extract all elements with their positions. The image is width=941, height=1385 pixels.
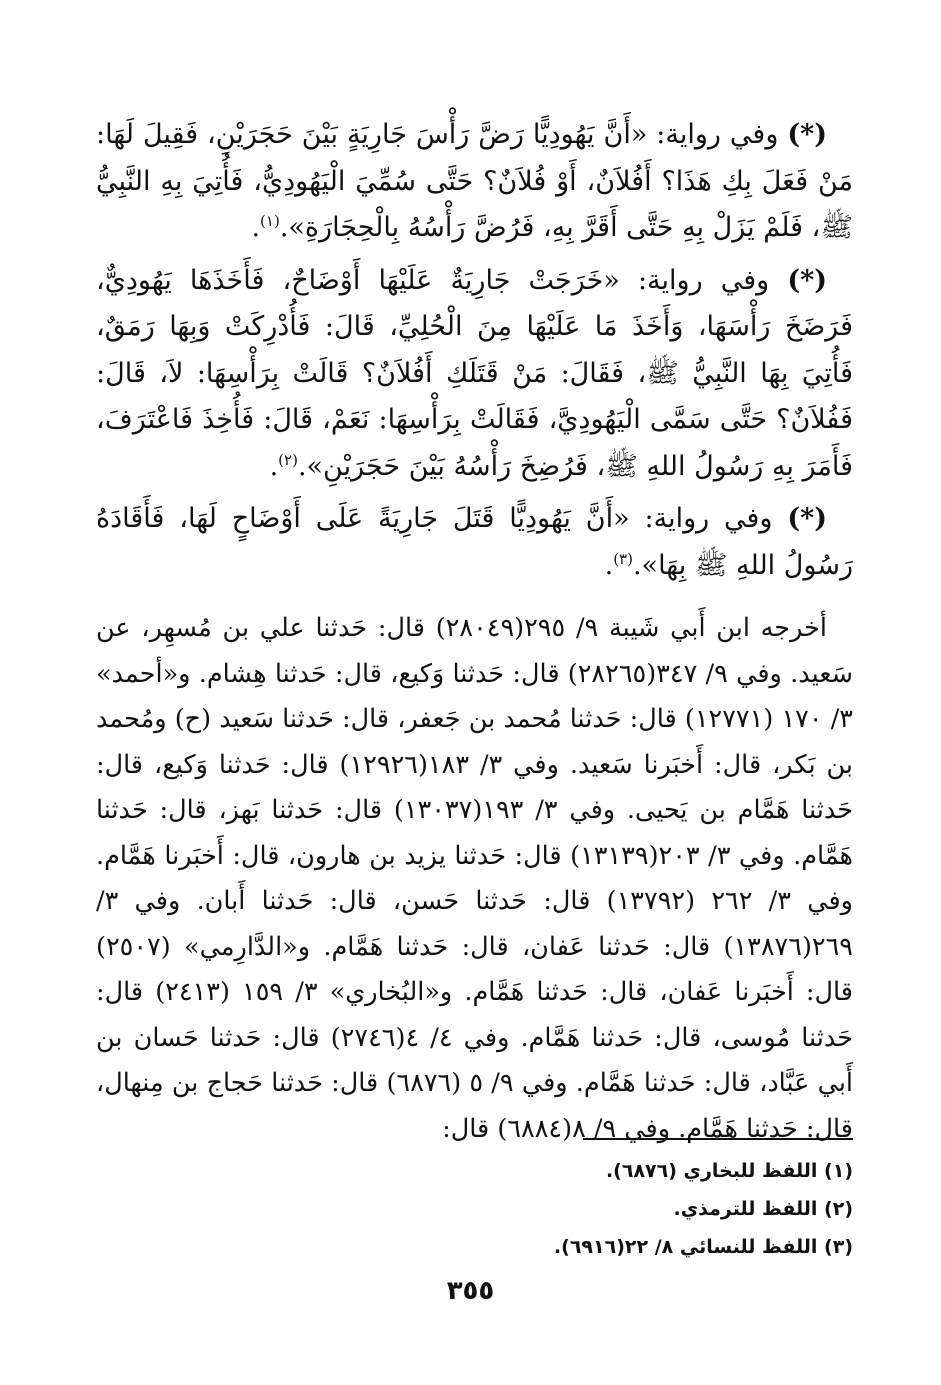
footnote-divider — [583, 1138, 853, 1140]
takhrij-paragraph: أخرجه ابن أَبي شَيبة ٩/ ٢٩٥(٢٨٠٤٩) قال: حَدثنا علي بن مُسهِر، عن سَعيد. وفي ٩/ ٣٤٧(٢٨٢٦٥) قال: حَدثنا وَكيع، قال: حَدثنا هِشام. و«أحمد» ٣/ ١٧٠ (١٢٧٧١) قال: حَدثنا مُحمد بن جَعفر، قال: حَدثنا سَعيد (ح) ومُحمد بن بَكر، قال: أَخبَرنا سَعيد. وفي ٣/ ١٨٣(١٢٩٢٦) قال: حَدثنا وَكيع، قال: حَدثنا هَمَّام بن يَحيى. وفي ٣/ ١٩٣(١٣٠٣٧) قال: حَدثنا بَهز، قال: حَدثنا هَمَّام. وفي ٣/ ٢٠٣(١٣١٣٩) قال: حَدثنا يزيد بن هارون، قال: أَخبَرنا هَمَّام. وفي ٣/ ٢٦٢ (١٣٧٩٢) قال: حَدثنا حَسن، قال: حَدثنا أَبان. وفي ٣/ ٢٦٩(١٣٨٧٦) قال: حَدثنا عَفان، قال: حَدثنا هَمَّام. و«الدَّارِمي» (٢٥٠٧) قال: أَخبَرنا عَفان، قال: حَدثنا هَمَّام. و«البُخاري» ٣/ ١٥٩ (٢٤١٣) قال: حَدثنا مُوسى، قال: حَدثنا هَمَّام. وفي ٤/ ٤(٢٧٤٦) قال: حَدثنا حَسان بن أَبي عَبَّاد، قال: حَدثنا هَمَّام. وفي ٩/ ٥ (٦٨٧٦) قال: حَدثنا حَجاج بن مِنهال، قال: حَدثنا هَمَّام. وفي ٩/ ٨(٦٨٨٤) قال: — [96, 613, 854, 1144]
hadith-paragraph-2: (*) وفي رواية: «خَرَجَتْ جَارِيَةٌ عَلَيْهَا أَوْضَاحٌ، فَأَخَذَهَا يَهُودِيٌّ، فَرَضَخَ رَأْسَهَا، وَأَخَذَ مَا عَلَيْهَا مِنَ الْحُلِيِّ، قَالَ: فَأُدْرِكَتْ وَبِهَا رَمَقٌ، فَأُتِيَ بِهَا النَّبِيُّ ﷺ، فَقَالَ: مَنْ قَتَلَكِ أَفُلاَنٌ؟ قَالَتْ بِرَأْسِهَا: لاَ، قَالَ: فَفُلاَنٌ؟ حَتَّى سَمَّى الْيَهُودِيَّ، فَقَالَتْ بِرَأْسِهَا: نَعَمْ، قَالَ: فَأُخِذَ فَاعْتَرَفَ، فَأَمَرَ بِهِ رَسُولُ اللهِ ﷺ، فَرُضِخَ رَأْسُهُ بَيْنَ حَجَرَيْنِ».$^{(٢)}$. — [96, 264, 853, 482]
footnote-ref-1: (١) — [260, 212, 280, 230]
footnotes — [96, 1152, 853, 1266]
hadith-paragraph-3: (*) وفي رواية: «أَنَّ يَهُودِيًّا قَتَلَ جَارِيَةً عَلَى أَوْضَاحٍ لَهَا، فَأَقَادَهُ رَسُولُ اللهِ ﷺ بِهَا».$^{(٣)}$. — [96, 503, 853, 581]
paragraph-marker: (*) — [787, 503, 827, 534]
footnote-2: (٢) اللفظ للترمذي. — [673, 1198, 853, 1220]
footnote-ref-3: (٣) — [613, 549, 633, 568]
footnote-1: (١) اللفظ للبخاري (٦٨٧٦). — [605, 1160, 853, 1182]
paragraph-marker: (*) — [787, 119, 827, 150]
hadith-text: وفي رواية: «أَنَّ يَهُودِيًّا رَضَّ رَأْسَ جَارِيَةٍ بَيْنَ حَجَرَيْنِ، فَقِيلَ لَهَا: مَنْ فَعَلَ بِكِ هَذَا؟ أَفُلاَنٌ، أَوْ فُلاَنٌ؟ حَتَّى سُمِّيَ الْيَهُودِيُّ، فَأُتِيَ بِهِ النَّبِيُّ ﷺ، فَلَمْ يَزَلْ بِهِ حَتَّى أَقَرَّ بِهِ، فَرُضَّ رَأْسُهُ بِالْحِجَارَةِ». — [96, 119, 853, 243]
hadith-section — [96, 112, 853, 595]
paragraph-marker: (*) — [787, 264, 827, 296]
page-number: ٣٥٥ — [446, 1276, 495, 1306]
hadith-text: وفي رواية: «خَرَجَتْ جَارِيَةٌ عَلَيْهَا أَوْضَاحٌ، فَأَخَذَهَا يَهُودِيٌّ، فَرَضَخَ رَأْسَهَا، وَأَخَذَ مَا عَلَيْهَا مِنَ الْحُلِيِّ، قَالَ: فَأُدْرِكَتْ وَبِهَا رَمَقٌ، فَأُتِيَ بِهَا النَّبِيُّ ﷺ، فَقَالَ: مَنْ قَتَلَكِ أَفُلاَنٌ؟ قَالَتْ بِرَأْسِهَا: لاَ، قَالَ: فَفُلاَنٌ؟ حَتَّى سَمَّى الْيَهُودِيَّ، فَقَالَتْ بِرَأْسِهَا: نَعَمْ، قَالَ: فَأُخِذَ فَاعْتَرَفَ، فَأَمَرَ بِهِ رَسُولُ اللهِ ﷺ، فَرُضِخَ رَأْسُهُ بَيْنَ حَجَرَيْنِ». — [96, 264, 853, 482]
footnote-ref-2: (٢) — [278, 450, 298, 469]
hadith-paragraph-1: (*) وفي رواية: «أَنَّ يَهُودِيًّا رَضَّ رَأْسَ جَارِيَةٍ بَيْنَ حَجَرَيْنِ، فَقِيلَ لَهَا: مَنْ فَعَلَ بِكِ هَذَا؟ أَفُلاَنٌ، أَوْ فُلاَنٌ؟ حَتَّى سُمِّيَ الْيَهُودِيُّ، فَأُتِيَ بِهِ النَّبِيُّ ﷺ، فَلَمْ يَزَلْ بِهِ حَتَّى أَقَرَّ بِهِ، فَرُضَّ رَأْسُهُ بِالْحِجَارَةِ».$^{(١)}$. — [96, 119, 853, 243]
hadith-text: وفي رواية: «أَنَّ يَهُودِيًّا قَتَلَ جَارِيَةً عَلَى أَوْضَاحٍ لَهَا، فَأَقَادَهُ رَسُولُ اللهِ ﷺ بِهَا». — [96, 503, 853, 581]
footnote-3: (٣) اللفظ للنسائي ٨/ ٢٢(٦٩١٦). — [553, 1236, 853, 1258]
